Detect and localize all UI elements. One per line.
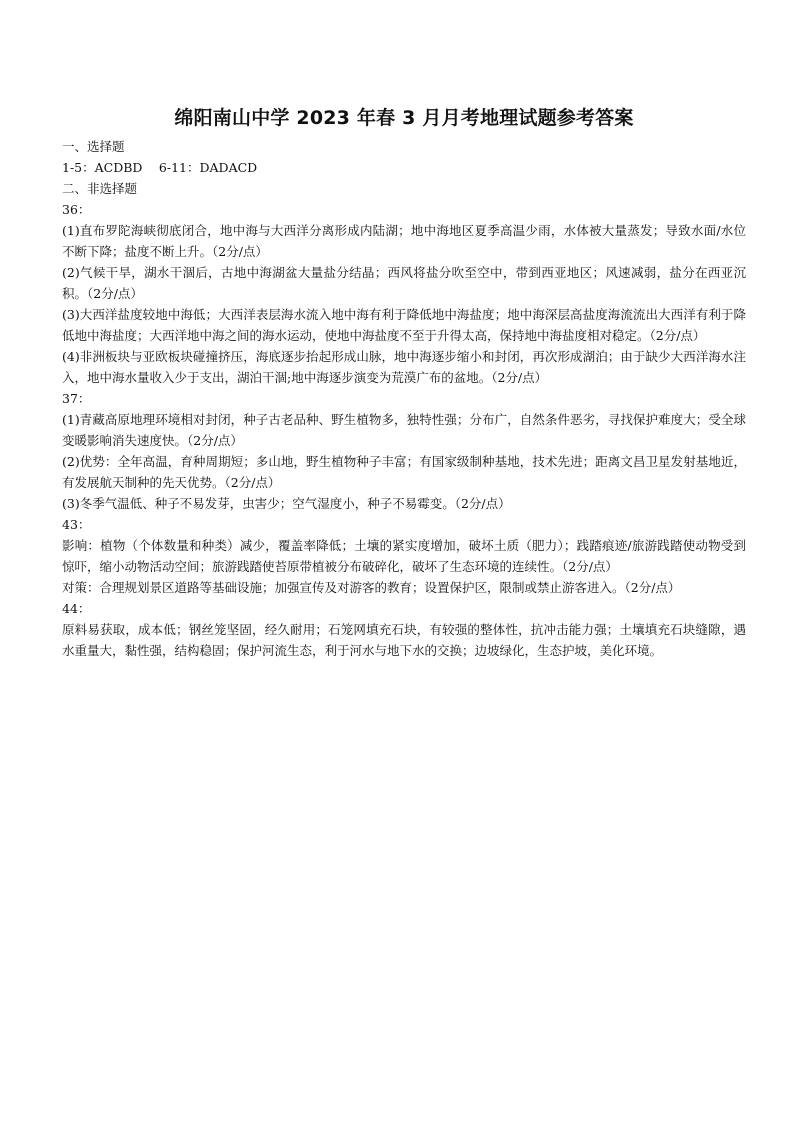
answer-item: 原料易获取，成本低；钢丝笼坚固，经久耐用；石笼网填充石块，有较强的整体性，抗冲击能力强；土壤填充石块缝隙，遇水重量大，黏性强，结构稳固；保护河流生态，利于河水与地下水的交换；边坡绿化，生态护坡，美化环境。: [62, 622, 746, 658]
section-heading-nonchoice: 二、非选择题: [62, 181, 138, 196]
answer-item: (1)直布罗陀海峡彻底闭合，地中海与大西洋分离形成内陆湖；地中海地区夏季高温少雨，水体被大量蒸发；导致水面/水位不断下降；盐度不断上升。（2分/点）: [62, 223, 746, 259]
question-43: [62, 514, 746, 598]
section-heading-choice: 一、选择题: [62, 139, 125, 154]
question-37: [62, 388, 746, 514]
question-36: [62, 199, 746, 388]
answer-item: (3)大西洋盐度较地中海低；大西洋表层海水流入地中海有利于降低地中海盐度；地中海深层高盐度海流流出大西洋有利于降低地中海盐度；大西洋地中海之间的海水运动，使地中海盐度不至于升得太高，保持地中海盐度相对稳定。（2分/点）: [62, 307, 746, 343]
answer-item: (3)冬季气温低、种子不易发芽，虫害少；空气湿度小，种子不易霉变。（2分/点）: [62, 496, 511, 511]
answer-item: (1)青藏高原地理环境相对封闭，种子古老品种、野生植物多，独特性强；分布广，自然条件恶劣，寻找保护难度大；受全球变暖影响消失速度快。（2分/点）: [62, 412, 746, 448]
answer-item: (2)优势：全年高温，育种周期短；多山地，野生植物种子丰富；有国家级制种基地，技术先进；距离文昌卫星发射基地近，有发展航天制种的先天优势。（2分/点）: [62, 454, 746, 490]
question-label: 37：: [62, 391, 91, 406]
answer-item: (2)气候干旱，湖水干涸后，古地中海湖盆大量盐分结晶；西风将盐分吹至空中，带到西亚地区；风速减弱，盐分在西亚沉积。（2分/点）: [62, 265, 746, 301]
question-44: [62, 598, 746, 661]
answer-item: (4)非洲板块与亚欧板块碰撞挤压，海底逐步抬起形成山脉，地中海逐步缩小和封闭，再次形成湖泊；由于缺少大西洋海水注入，地中海水量收入少于支出，湖泊干涸;地中海逐步演变为荒漠广布的盆地。（2分/点）: [62, 349, 746, 385]
question-label: 43：: [62, 517, 91, 532]
answer-item: 影响：植物（个体数量和种类）减少，覆盖率降低；土壤的紧实度增加，破坏土质（肥力）；践踏痕迹/旅游践踏使动物受到惊吓，缩小动物活动空间；旅游践踏使苔原带植被分布破碎化，破坏了生态环境的连续性。（2分/点）: [62, 538, 746, 574]
question-label: 36：: [62, 202, 91, 217]
answer-sheet: [62, 104, 746, 661]
question-label: 44：: [62, 601, 91, 616]
page-title: 绵阳南山中学 2023 年春 3 月月考地理试题参考答案: [174, 107, 634, 129]
answer-item: 对策：合理规划景区道路等基础设施；加强宣传及对游客的教育；设置保护区，限制或禁止游客进入。（2分/点）: [62, 580, 681, 595]
choice-answers: 1-5：ACDBD 6-11：DADACD: [62, 160, 258, 175]
